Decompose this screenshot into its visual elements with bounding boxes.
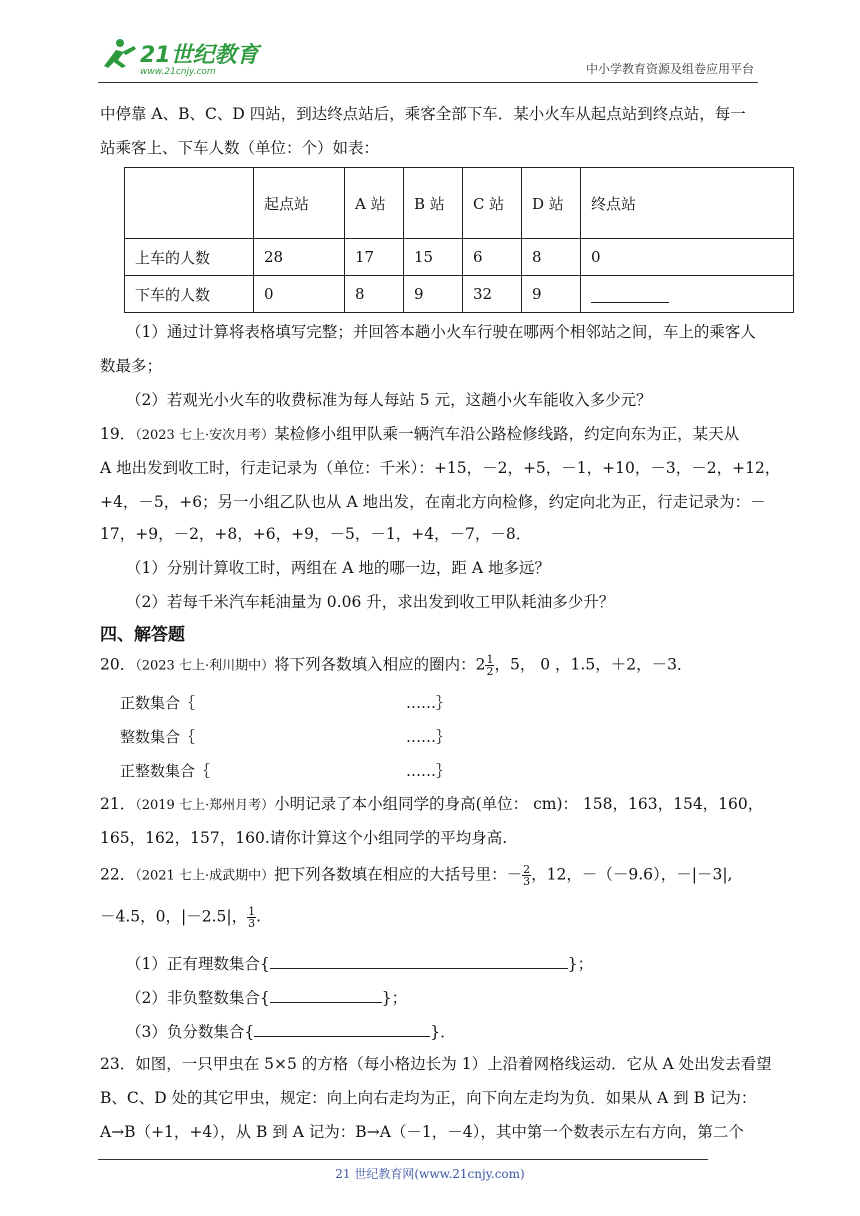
fraction: $\frac{1}{3}$ bbox=[248, 905, 256, 930]
q19-line-2: A 地出发到收工时，行走记录为（单位：千米）：+15，－2，+5，－1，+10，－3，－2，+12， bbox=[100, 459, 781, 477]
number-list: ，12，－（－9.6），－|－3|, bbox=[531, 865, 733, 884]
q20-line-1 bbox=[100, 654, 692, 677]
fraction: $\frac{1}{2}$ bbox=[486, 653, 494, 678]
question-number: 22． bbox=[100, 865, 136, 884]
number-list: ，5， 0 ，1.5，＋2，－3． bbox=[494, 655, 693, 674]
question-text: 把下列各数填在相应的大括号里：－ bbox=[274, 865, 523, 884]
question-source: （2019 七上·郑州月考） bbox=[135, 798, 275, 813]
question-source: （2021 七上·成武期中） bbox=[135, 868, 275, 884]
q22-line-2: －4.5，0，|－2.5|， $\frac{1}{3}$ . bbox=[100, 905, 262, 930]
question-text: 将下列各数填入相应的圈内： bbox=[274, 655, 476, 674]
table-cell bbox=[125, 168, 254, 239]
table-row bbox=[125, 276, 794, 313]
table-cell: 17 bbox=[345, 239, 404, 276]
table-cell: A 站 bbox=[345, 168, 404, 239]
q22-sub2: （2）非负整数集合{ }； bbox=[126, 986, 407, 1008]
set-tail: ……｝ bbox=[406, 694, 452, 712]
fraction: $\frac{2}{3}$ bbox=[523, 863, 531, 888]
table-cell: 32 bbox=[463, 276, 522, 313]
question-number: 19． bbox=[100, 425, 136, 443]
section-title: 四、解答题 bbox=[100, 625, 185, 645]
question-number: 21． bbox=[100, 795, 136, 813]
platform-name: 中小学教育资源及组卷应用平台 bbox=[585, 62, 754, 76]
table-row bbox=[125, 239, 794, 276]
table-cell: 9 bbox=[522, 276, 581, 313]
q22-sub1: （1）正有理数集合{ }； bbox=[126, 952, 593, 974]
table-cell: 15 bbox=[404, 239, 463, 276]
q22-line-1 bbox=[100, 864, 732, 887]
q19-line-3: +4，－5，+6；另一小组乙队也从 A 地出发，在南北方向检修，约定向北为正，行走记录为：－ bbox=[100, 493, 766, 511]
set-label: （1）正有理数集合{ bbox=[126, 955, 270, 973]
q19-sub1: （1）分别计算收工时，两组在 A 地的哪一边，距 A 地多远？ bbox=[126, 559, 550, 577]
intro-line-1: 中停靠 A、B、C、D 四站，到达终点站后，乘客全部下车．某小火车从起点站到终点站，每一 bbox=[100, 105, 746, 123]
table-cell: B 站 bbox=[404, 168, 463, 239]
table-cell: 8 bbox=[522, 239, 581, 276]
site-logo bbox=[94, 36, 264, 78]
answer-blank bbox=[270, 952, 568, 969]
table-cell: 下车的人数 bbox=[125, 276, 254, 313]
table-cell: 6 bbox=[463, 239, 522, 276]
question-text: 小明记录了本小组同学的身高(单位： cm)： 158，163，154，160， bbox=[274, 795, 764, 813]
set-tail: ……｝ bbox=[406, 728, 452, 746]
set-label: 正数集合｛ bbox=[120, 694, 196, 712]
q23-line-1: 23．如图，一只甲虫在 5×5 的方格（每小格边长为 1）上沿着网格线运动．它从 A 处出发去看望 bbox=[100, 1055, 772, 1073]
table-cell: 8 bbox=[345, 276, 404, 313]
q19-sub2: （2）若每千米汽车耗油量为 0.06 升，求出发到收工甲队耗油多少升？ bbox=[126, 593, 615, 611]
table-cell: 上车的人数 bbox=[125, 239, 254, 276]
answer-blank bbox=[254, 1020, 430, 1037]
page-header bbox=[94, 36, 760, 82]
table-header-row bbox=[125, 168, 794, 239]
set-integer bbox=[120, 726, 195, 747]
q23-line-3: A→B（+1，+4），从 B 到 A 记为：B→A（－1，－4），其中第一个数表示左右方向，第二个 bbox=[100, 1123, 744, 1141]
passenger-table bbox=[124, 167, 794, 313]
table-cell: D 站 bbox=[522, 168, 581, 239]
set-label: （3）负分数集合{ bbox=[126, 1023, 255, 1041]
q23-line-2: B、C、D 处的其它甲虫，规定：向上向右走均为正，向下向左走均为负．如果从 A 到 B 记为： bbox=[100, 1089, 757, 1107]
q18-sub1-line2: 数最多； bbox=[100, 357, 163, 375]
table-cell: 9 bbox=[404, 276, 463, 313]
answer-blank bbox=[591, 288, 669, 303]
set-tail: ……｝ bbox=[406, 762, 452, 780]
q19-line-1 bbox=[100, 424, 739, 446]
table-cell: 起点站 bbox=[254, 168, 345, 239]
set-positive bbox=[120, 692, 195, 713]
set-positive-integer bbox=[120, 760, 210, 781]
table-cell: 0 bbox=[581, 239, 794, 276]
table-cell: 0 bbox=[254, 276, 345, 313]
question-number: 20． bbox=[100, 655, 136, 674]
question-source: （2023 七上·安次月考） bbox=[135, 428, 275, 443]
q22-sub3: （3）负分数集合{ }． bbox=[126, 1020, 456, 1042]
number-list: －4.5，0，|－2.5|， bbox=[100, 907, 248, 926]
svg-text:21世纪教育: 21世纪教育 bbox=[140, 43, 259, 68]
q21-line-1 bbox=[100, 794, 763, 816]
intro-line-2: 站乘客上、下车人数（单位：个）如表： bbox=[100, 139, 380, 157]
footer-divider bbox=[98, 1159, 708, 1160]
footer-text: 21 世纪教育网(www.21cnjy.com) bbox=[335, 1167, 525, 1181]
table-cell-blank bbox=[581, 276, 794, 313]
set-label: 整数集合｛ bbox=[120, 728, 196, 746]
table-cell: C 站 bbox=[463, 168, 522, 239]
svg-text:www.21cnjy.com: www.21cnjy.com bbox=[140, 67, 216, 77]
question-source: （2023 七上·利川期中） bbox=[135, 658, 275, 674]
header-divider bbox=[98, 82, 758, 83]
q21-line-2: 165，162，157，160.请你计算这个小组同学的平均身高. bbox=[100, 829, 508, 847]
q18-sub2: （2）若观光小火车的收费标准为每人每站 5 元，这趟小火车能收入多少元？ bbox=[126, 391, 652, 409]
table-cell: 终点站 bbox=[581, 168, 794, 239]
mixed-number-whole: 2 bbox=[475, 655, 486, 674]
q18-sub1-line1: （1）通过计算将表格填写完整；并回答本趟小火车行驶在哪两个相邻站之间，车上的乘客人 bbox=[126, 323, 756, 341]
set-label: （2）非负整数集合{ bbox=[126, 989, 270, 1007]
set-label: 正整数集合｛ bbox=[120, 762, 211, 780]
answer-blank bbox=[270, 986, 382, 1003]
question-text: 某检修小组甲队乘一辆汽车沿公路检修线路，约定向东为正，某天从 bbox=[274, 425, 740, 443]
table-cell: 28 bbox=[254, 239, 345, 276]
q19-line-4: 17，+9，－2，+8，+6，+9，－5，－1，+4，－7，－8． bbox=[100, 525, 532, 543]
